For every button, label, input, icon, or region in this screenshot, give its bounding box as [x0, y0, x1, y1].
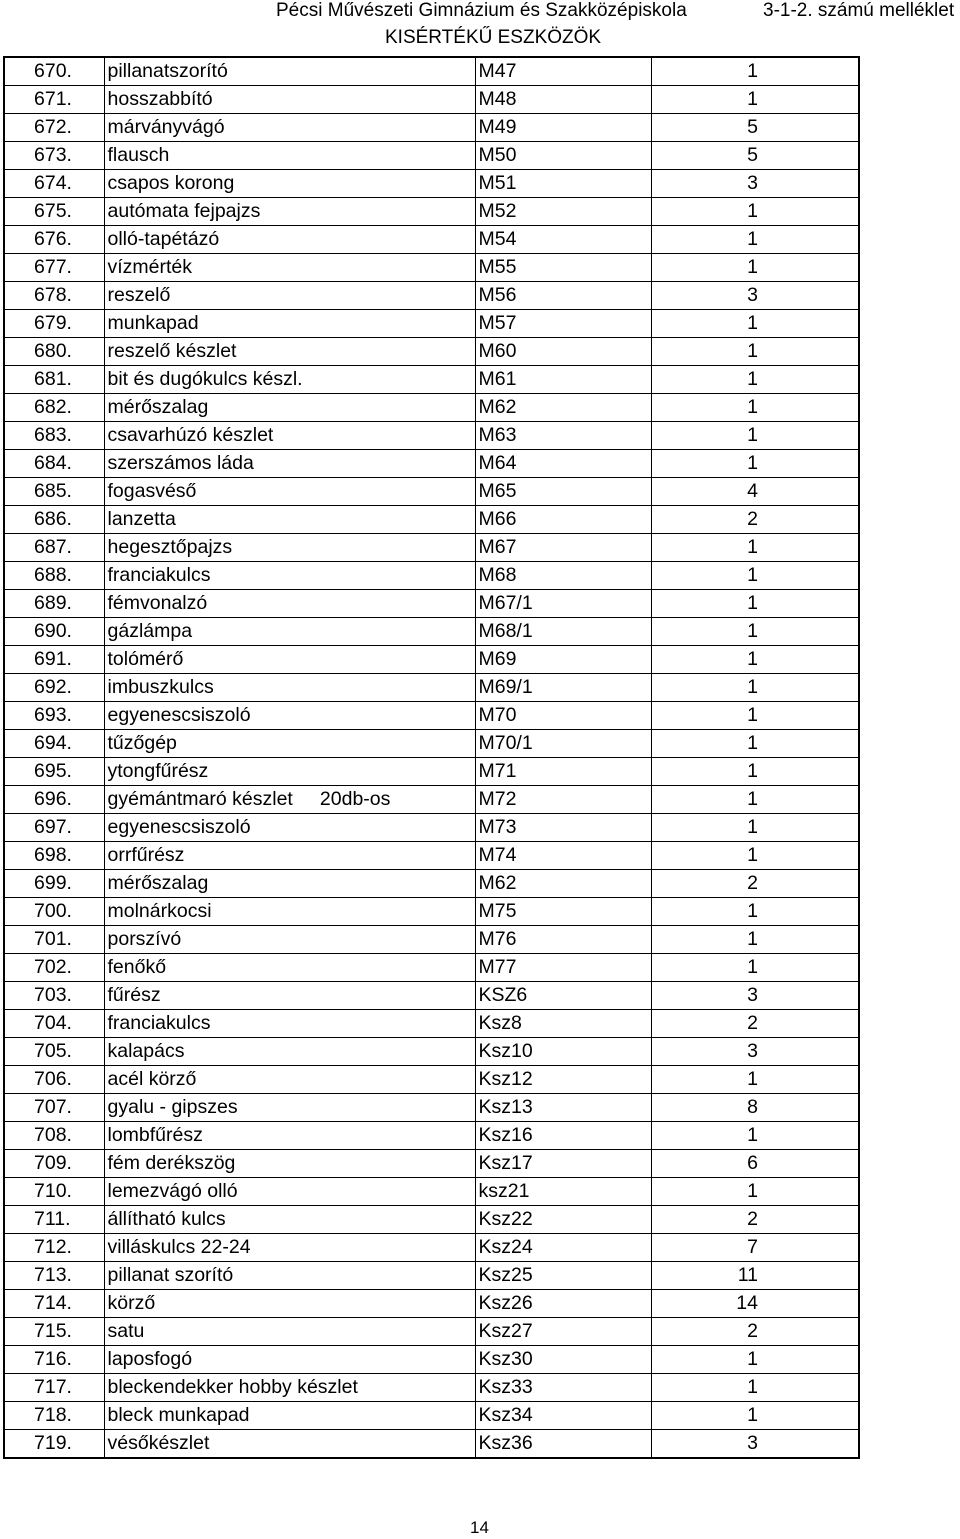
item-name: márványvágó — [104, 114, 475, 142]
table-row — [4, 254, 859, 282]
item-name: vízmérték — [104, 254, 475, 282]
item-quantity: 1 — [651, 198, 859, 226]
item-quantity: 3 — [651, 170, 859, 198]
table-row — [4, 366, 859, 394]
row-number: 692. — [4, 674, 104, 702]
item-name: bleckendekker hobby készlet — [104, 1374, 475, 1402]
item-code: Ksz27 — [475, 1318, 651, 1346]
row-number: 715. — [4, 1318, 104, 1346]
table-row — [4, 814, 859, 842]
row-number: 711. — [4, 1206, 104, 1234]
item-quantity: 1 — [651, 422, 859, 450]
item-name: bleck munkapad — [104, 1402, 475, 1430]
item-code: M69 — [475, 646, 651, 674]
item-code: M68/1 — [475, 618, 651, 646]
item-name: egyenescsiszoló — [104, 702, 475, 730]
item-quantity: 1 — [651, 57, 859, 86]
item-code: KSZ6 — [475, 982, 651, 1010]
item-quantity: 6 — [651, 1150, 859, 1178]
inventory-table-body — [4, 57, 859, 1458]
table-row — [4, 450, 859, 478]
item-name: franciakulcs — [104, 562, 475, 590]
item-code: Ksz34 — [475, 1402, 651, 1430]
item-quantity: 8 — [651, 1094, 859, 1122]
item-code: M70/1 — [475, 730, 651, 758]
item-code: M77 — [475, 954, 651, 982]
item-code: Ksz10 — [475, 1038, 651, 1066]
item-code: M67 — [475, 534, 651, 562]
item-name: fém derékszög — [104, 1150, 475, 1178]
item-quantity: 1 — [651, 366, 859, 394]
item-quantity: 11 — [651, 1262, 859, 1290]
item-quantity: 1 — [651, 702, 859, 730]
row-number: 703. — [4, 982, 104, 1010]
item-code: Ksz22 — [475, 1206, 651, 1234]
row-number: 712. — [4, 1234, 104, 1262]
item-quantity: 2 — [651, 1010, 859, 1038]
item-name: hosszabbító — [104, 86, 475, 114]
item-name: kalapács — [104, 1038, 475, 1066]
row-number: 683. — [4, 422, 104, 450]
item-name: mérőszalag — [104, 870, 475, 898]
item-code: M70 — [475, 702, 651, 730]
row-number: 677. — [4, 254, 104, 282]
table-row — [4, 1066, 859, 1094]
item-name: pillanat szorító — [104, 1262, 475, 1290]
row-number: 682. — [4, 394, 104, 422]
item-name: porszívó — [104, 926, 475, 954]
row-number: 690. — [4, 618, 104, 646]
item-quantity: 3 — [651, 282, 859, 310]
row-number: 689. — [4, 590, 104, 618]
item-name: gázlámpa — [104, 618, 475, 646]
item-name: reszelő — [104, 282, 475, 310]
table-row — [4, 730, 859, 758]
item-code: Ksz33 — [475, 1374, 651, 1402]
item-quantity: 5 — [651, 114, 859, 142]
item-quantity: 1 — [651, 758, 859, 786]
row-number: 674. — [4, 170, 104, 198]
row-number: 681. — [4, 366, 104, 394]
item-quantity: 1 — [651, 842, 859, 870]
item-name: satu — [104, 1318, 475, 1346]
item-name: bit és dugókulcs készl. — [104, 366, 475, 394]
item-name: vésőkészlet — [104, 1430, 475, 1459]
item-name: mérőszalag — [104, 394, 475, 422]
item-name: flausch — [104, 142, 475, 170]
item-quantity: 1 — [651, 786, 859, 814]
item-name: egyenescsiszoló — [104, 814, 475, 842]
table-row — [4, 226, 859, 254]
annex-label: 3-1-2. számú melléklet — [763, 0, 955, 21]
table-row — [4, 142, 859, 170]
row-number: 708. — [4, 1122, 104, 1150]
item-quantity: 1 — [651, 590, 859, 618]
item-quantity: 1 — [651, 1402, 859, 1430]
item-code: Ksz25 — [475, 1262, 651, 1290]
row-number: 697. — [4, 814, 104, 842]
row-number: 693. — [4, 702, 104, 730]
row-number: 673. — [4, 142, 104, 170]
item-code: M63 — [475, 422, 651, 450]
row-number: 688. — [4, 562, 104, 590]
item-quantity: 1 — [651, 450, 859, 478]
item-name: orrfűrész — [104, 842, 475, 870]
table-row — [4, 1262, 859, 1290]
item-code: Ksz13 — [475, 1094, 651, 1122]
item-code: M75 — [475, 898, 651, 926]
row-number: 705. — [4, 1038, 104, 1066]
item-name: gyalu - gipszes — [104, 1094, 475, 1122]
item-name: gyémántmaró készlet 20db-os — [104, 786, 475, 814]
item-name: autómata fejpajzs — [104, 198, 475, 226]
item-quantity: 4 — [651, 478, 859, 506]
item-quantity: 3 — [651, 1038, 859, 1066]
table-row — [4, 394, 859, 422]
item-code: M74 — [475, 842, 651, 870]
table-row — [4, 1206, 859, 1234]
item-code: M56 — [475, 282, 651, 310]
item-quantity: 1 — [651, 898, 859, 926]
item-code: M61 — [475, 366, 651, 394]
row-number: 718. — [4, 1402, 104, 1430]
item-name: hegesztőpajzs — [104, 534, 475, 562]
item-code: M51 — [475, 170, 651, 198]
item-code: M71 — [475, 758, 651, 786]
row-number: 684. — [4, 450, 104, 478]
item-name: villáskulcs 22-24 — [104, 1234, 475, 1262]
item-quantity: 2 — [651, 1318, 859, 1346]
inventory-table — [3, 56, 860, 1459]
item-quantity: 1 — [651, 310, 859, 338]
table-row — [4, 590, 859, 618]
item-quantity: 2 — [651, 506, 859, 534]
row-number: 700. — [4, 898, 104, 926]
item-quantity: 1 — [651, 534, 859, 562]
item-name: olló-tapétázó — [104, 226, 475, 254]
item-name: lombfűrész — [104, 1122, 475, 1150]
item-code: M60 — [475, 338, 651, 366]
item-code: M50 — [475, 142, 651, 170]
item-code: Ksz36 — [475, 1430, 651, 1459]
table-row — [4, 57, 859, 86]
item-name: körző — [104, 1290, 475, 1318]
row-number: 691. — [4, 646, 104, 674]
table-row — [4, 898, 859, 926]
table-row — [4, 1122, 859, 1150]
item-name: tűzőgép — [104, 730, 475, 758]
item-quantity: 1 — [651, 338, 859, 366]
item-code: M73 — [475, 814, 651, 842]
table-row — [4, 506, 859, 534]
table-row — [4, 982, 859, 1010]
table-row — [4, 618, 859, 646]
item-name: tolómérő — [104, 646, 475, 674]
item-quantity: 3 — [651, 1430, 859, 1459]
item-code: Ksz17 — [475, 1150, 651, 1178]
row-number: 675. — [4, 198, 104, 226]
item-quantity: 1 — [651, 814, 859, 842]
table-row — [4, 758, 859, 786]
row-number: 707. — [4, 1094, 104, 1122]
table-row — [4, 646, 859, 674]
row-number: 696. — [4, 786, 104, 814]
school-name: Pécsi Művészeti Gimnázium és Szakközépiskola — [276, 0, 687, 21]
table-row — [4, 1010, 859, 1038]
row-number: 672. — [4, 114, 104, 142]
item-code: Ksz12 — [475, 1066, 651, 1094]
item-code: Ksz24 — [475, 1234, 651, 1262]
table-row — [4, 1402, 859, 1430]
item-name: fűrész — [104, 982, 475, 1010]
row-number: 695. — [4, 758, 104, 786]
table-row — [4, 1150, 859, 1178]
row-number: 679. — [4, 310, 104, 338]
item-quantity: 2 — [651, 1206, 859, 1234]
table-row — [4, 338, 859, 366]
table-row — [4, 1374, 859, 1402]
item-quantity: 1 — [651, 674, 859, 702]
table-row — [4, 1346, 859, 1374]
item-name: fenőkő — [104, 954, 475, 982]
item-code: M55 — [475, 254, 651, 282]
table-row — [4, 1234, 859, 1262]
table-row — [4, 562, 859, 590]
page-number: 14 — [470, 1518, 489, 1537]
table-row — [4, 1318, 859, 1346]
item-code: Ksz8 — [475, 1010, 651, 1038]
item-name: szerszámos láda — [104, 450, 475, 478]
table-row — [4, 1178, 859, 1206]
row-number: 704. — [4, 1010, 104, 1038]
item-quantity: 3 — [651, 982, 859, 1010]
item-code: M54 — [475, 226, 651, 254]
item-quantity: 1 — [651, 562, 859, 590]
item-code: M57 — [475, 310, 651, 338]
item-name: fogasvéső — [104, 478, 475, 506]
item-quantity: 1 — [651, 394, 859, 422]
item-code: M69/1 — [475, 674, 651, 702]
table-row — [4, 422, 859, 450]
table-row — [4, 198, 859, 226]
table-row — [4, 926, 859, 954]
table-row — [4, 86, 859, 114]
item-quantity: 1 — [651, 618, 859, 646]
item-code: M49 — [475, 114, 651, 142]
row-number: 671. — [4, 86, 104, 114]
item-code: M52 — [475, 198, 651, 226]
item-quantity: 1 — [651, 1178, 859, 1206]
row-number: 686. — [4, 506, 104, 534]
row-number: 719. — [4, 1430, 104, 1459]
document-subtitle: KISÉRTÉKŰ ESZKÖZÖK — [385, 27, 602, 48]
item-code: M62 — [475, 394, 651, 422]
item-code: ksz21 — [475, 1178, 651, 1206]
item-quantity: 2 — [651, 870, 859, 898]
table-row — [4, 170, 859, 198]
item-name: fémvonalzó — [104, 590, 475, 618]
table-row — [4, 702, 859, 730]
row-number: 710. — [4, 1178, 104, 1206]
item-name: ytongfűrész — [104, 758, 475, 786]
item-quantity: 1 — [651, 1346, 859, 1374]
row-number: 687. — [4, 534, 104, 562]
table-row — [4, 1430, 859, 1459]
item-quantity: 1 — [651, 86, 859, 114]
row-number: 706. — [4, 1066, 104, 1094]
row-number: 698. — [4, 842, 104, 870]
item-name: franciakulcs — [104, 1010, 475, 1038]
item-code: M72 — [475, 786, 651, 814]
table-row — [4, 478, 859, 506]
row-number: 670. — [4, 57, 104, 86]
item-name: laposfogó — [104, 1346, 475, 1374]
item-name: molnárkocsi — [104, 898, 475, 926]
item-quantity: 1 — [651, 926, 859, 954]
item-quantity: 7 — [651, 1234, 859, 1262]
table-row — [4, 1094, 859, 1122]
item-quantity: 5 — [651, 142, 859, 170]
item-code: M76 — [475, 926, 651, 954]
row-number: 694. — [4, 730, 104, 758]
table-row — [4, 1290, 859, 1318]
row-number: 701. — [4, 926, 104, 954]
item-name: lemezvágó olló — [104, 1178, 475, 1206]
row-number: 702. — [4, 954, 104, 982]
item-quantity: 1 — [651, 1066, 859, 1094]
item-code: M65 — [475, 478, 651, 506]
row-number: 716. — [4, 1346, 104, 1374]
item-name: reszelő készlet — [104, 338, 475, 366]
table-row — [4, 282, 859, 310]
table-row — [4, 1038, 859, 1066]
table-row — [4, 674, 859, 702]
item-name: imbuszkulcs — [104, 674, 475, 702]
row-number: 717. — [4, 1374, 104, 1402]
item-code: M47 — [475, 57, 651, 86]
row-number: 685. — [4, 478, 104, 506]
table-row — [4, 954, 859, 982]
item-quantity: 1 — [651, 646, 859, 674]
row-number: 680. — [4, 338, 104, 366]
item-code: M48 — [475, 86, 651, 114]
item-quantity: 1 — [651, 1374, 859, 1402]
table-row — [4, 310, 859, 338]
item-quantity: 1 — [651, 730, 859, 758]
row-number: 678. — [4, 282, 104, 310]
item-quantity: 1 — [651, 1122, 859, 1150]
table-row — [4, 114, 859, 142]
item-code: M62 — [475, 870, 651, 898]
item-name: csavarhúzó készlet — [104, 422, 475, 450]
item-quantity: 1 — [651, 254, 859, 282]
table-row — [4, 786, 859, 814]
row-number: 709. — [4, 1150, 104, 1178]
item-quantity: 14 — [651, 1290, 859, 1318]
item-quantity: 1 — [651, 954, 859, 982]
row-number: 714. — [4, 1290, 104, 1318]
table-row — [4, 870, 859, 898]
item-code: M64 — [475, 450, 651, 478]
item-name: acél körző — [104, 1066, 475, 1094]
item-code: M68 — [475, 562, 651, 590]
row-number: 713. — [4, 1262, 104, 1290]
item-code: Ksz30 — [475, 1346, 651, 1374]
item-code: M66 — [475, 506, 651, 534]
item-name: állítható kulcs — [104, 1206, 475, 1234]
table-row — [4, 842, 859, 870]
table-row — [4, 534, 859, 562]
item-code: Ksz26 — [475, 1290, 651, 1318]
item-code: Ksz16 — [475, 1122, 651, 1150]
item-name: pillanatszorító — [104, 57, 475, 86]
item-name: munkapad — [104, 310, 475, 338]
item-name: csapos korong — [104, 170, 475, 198]
row-number: 676. — [4, 226, 104, 254]
item-code: M67/1 — [475, 590, 651, 618]
item-name: lanzetta — [104, 506, 475, 534]
row-number: 699. — [4, 870, 104, 898]
item-quantity: 1 — [651, 226, 859, 254]
